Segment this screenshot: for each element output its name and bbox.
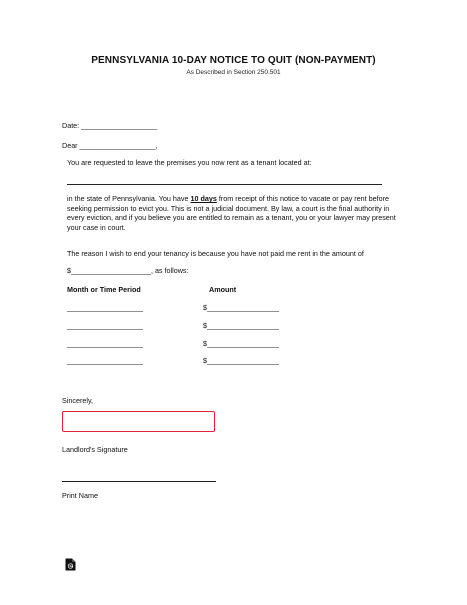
notice-days: 10 days xyxy=(190,194,217,203)
dear-field: Dear ___________________, xyxy=(62,141,158,150)
period-blank-2: ___________________ xyxy=(67,321,143,330)
date-field: Date: ___________________ xyxy=(62,121,158,130)
address-line xyxy=(67,184,382,185)
print-name-label: Print Name xyxy=(62,491,98,500)
period-blank-1: ___________________ xyxy=(67,303,143,312)
notice-paragraph xyxy=(67,194,397,233)
amount-blank-3: $__________________ xyxy=(203,339,279,348)
document-title: PENNSYLVANIA 10-DAY NOTICE TO QUIT (NON-PAYMENT) xyxy=(91,55,376,66)
print-name-line xyxy=(62,481,216,482)
notice-text-start: in the state of Pennsylvania. You have xyxy=(67,194,191,203)
eforms-logo-icon xyxy=(65,558,76,571)
amount-blank-2: $__________________ xyxy=(203,321,279,330)
amount-blank-1: $__________________ xyxy=(203,303,279,312)
amount-line: $____________________, as follows: xyxy=(67,266,189,275)
period-column-header: Month or Time Period xyxy=(67,285,141,294)
reason-text: The reason I wish to end your tenancy is because you have not paid me rent in the amount of xyxy=(67,249,364,258)
amount-column-header: Amount xyxy=(209,285,237,294)
sincerely-text: Sincerely, xyxy=(62,396,94,405)
amount-blank-4: $__________________ xyxy=(203,356,279,365)
period-blank-3: ___________________ xyxy=(67,339,143,348)
period-blank-4: ___________________ xyxy=(67,356,143,365)
notice-text-end: from receipt of this notice to vacate or pay rent before seeking permission to evict you. This is not a judicial document. By law, a court is the final authority in every eviction, and if you believe you are entitled to remain as a tenant, you or your lawyer may present your case in court. xyxy=(67,194,396,233)
intro-text: You are requested to leave the premises you now rent as a tenant located at: xyxy=(67,158,312,167)
document-subtitle: As Described in Section 250.501 xyxy=(186,69,281,76)
signature-label: Landlord's Signature xyxy=(62,445,128,454)
signature-field[interactable] xyxy=(62,411,215,432)
